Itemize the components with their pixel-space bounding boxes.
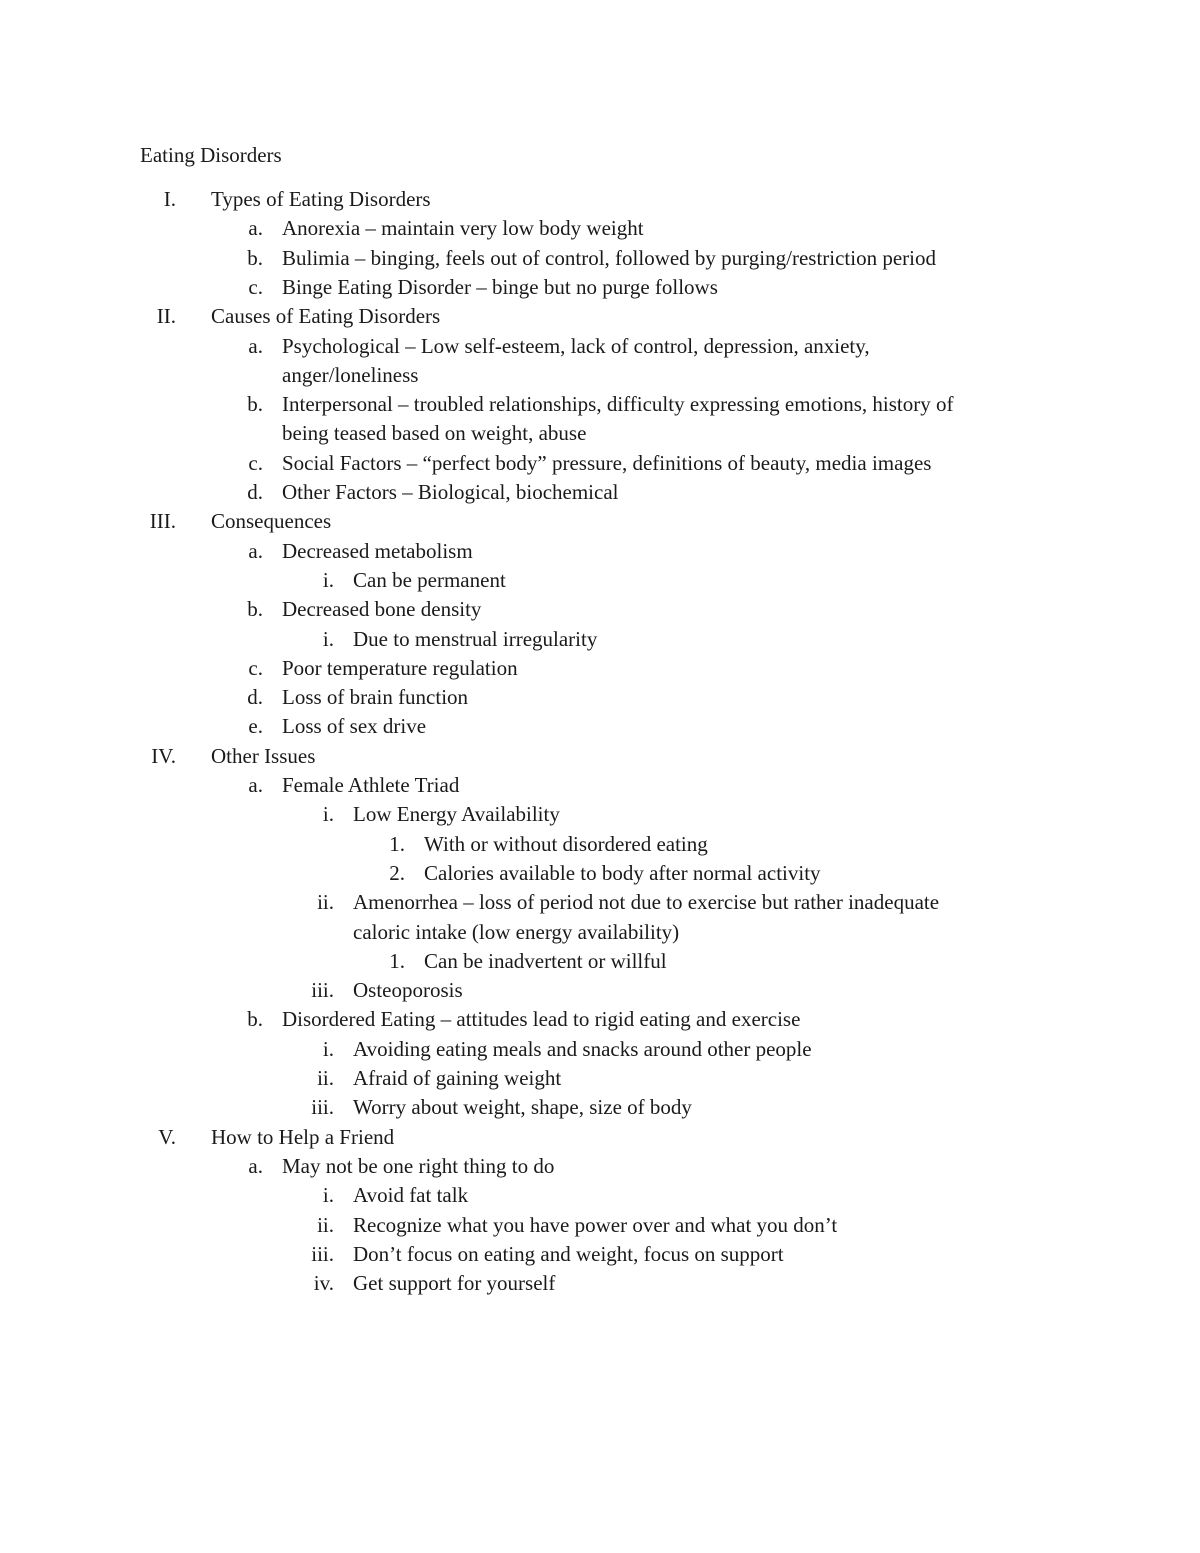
outline-subitem-text: Osteoporosis [353,978,463,1003]
section-heading-marker: III. [149,509,176,534]
section-heading-text: Causes of Eating Disorders [211,304,441,329]
section-heading-text: Types of Eating Disorders [211,187,431,211]
outline-subitem-text: caloric intake (low energy availability) [353,919,680,944]
outline-subsubitem-text: Can be inadvertent or willful [424,948,667,973]
outline-item-marker: a. [248,1153,263,1178]
outline-item-text: Decreased bone density [282,597,482,622]
outline-subitem-text: Avoid fat talk [353,1183,469,1208]
outline-item-marker: b. [247,597,263,622]
outline-subitem-marker: i. [322,1183,334,1208]
outline-item-marker: c. [248,274,263,299]
outline-subitem-marker: i. [322,802,334,827]
outline-item-text: Disordered Eating – attitudes lead to rigid eating and exercise [282,1007,801,1032]
outline-item-marker: c. [248,655,263,680]
outline-subitem-text: Recognize what you have power over and what you don’t [353,1212,838,1237]
section-heading-text: How to Help a Friend [211,1124,395,1149]
outline-subsubitem-marker: 1. [389,948,405,973]
outline-subsubitem-marker: 2. [389,860,405,885]
outline-subsubitem-text: Calories available to body after normal activity [424,860,821,885]
outline-subitem-text: Afraid of gaining weight [353,1066,562,1090]
outline-item-text: Decreased metabolism [282,538,473,563]
outline-subitem-text: Amenorrhea – loss of period not due to exercise but rather inadequate [353,890,940,915]
outline-subitem-marker: ii. [317,890,334,915]
outline-subitem-marker: ii. [317,1066,334,1090]
outline-item-text: Anorexia – maintain very low body weight [282,216,644,241]
outline-item-text: Interpersonal – troubled relationships, difficulty expressing emotions, history of [282,392,954,417]
outline-subitem-text: Due to menstrual irregularity [353,626,598,651]
outline-item-marker: a. [248,216,263,241]
outline-subsubitem-text: With or without disordered eating [424,831,708,856]
outline-subitem-marker: i. [322,567,334,592]
section-heading-marker: I. [163,187,176,211]
outline-item-marker: a. [248,333,263,358]
outline-subitem-marker: i. [322,1036,334,1061]
outline-item-marker: b. [247,392,263,417]
outline-subitem-text: Avoiding eating meals and snacks around other people [353,1036,812,1061]
outline-item-marker: d. [247,480,263,504]
outline-item-marker: d. [247,685,263,710]
outline-subitem-marker: iii. [311,978,334,1003]
outline-subitem-text: Low Energy Availability [353,802,560,827]
section-heading-marker: IV. [151,743,176,768]
outline-item-text: Psychological – Low self-esteem, lack of control, depression, anxiety, [282,333,870,358]
outline-subitem-text: Can be permanent [353,567,506,592]
outline-item-marker: a. [248,773,263,797]
outline-subitem-marker: iii. [311,1095,334,1120]
outline-subitem-text: Get support for yourself [353,1271,556,1296]
section-heading-text: Other Issues [211,743,316,768]
outline-subitem-marker: ii. [317,1212,334,1237]
outline-item-text: Bulimia – binging, feels out of control, followed by purging/restriction period [282,245,937,270]
outline-item-text: being teased based on weight, abuse [282,421,587,446]
outline-subitem-marker: iii. [311,1241,334,1266]
outline-item-text: Social Factors – “perfect body” pressure, definitions of beauty, media images [282,450,932,475]
outline-item-text: Binge Eating Disorder – binge but no purge follows [282,274,718,299]
outline-item-text: Female Athlete Triad [282,773,460,797]
outline-subsubitem-marker: 1. [389,831,405,856]
outline-subitem-text: Worry about weight, shape, size of body [353,1095,692,1120]
outline-item-text: Poor temperature regulation [282,655,518,680]
outline-item-text: anger/loneliness [282,362,419,387]
section-heading-text: Consequences [211,509,332,534]
outline-item-text: Loss of sex drive [282,714,427,739]
outline-item-text: Other Factors – Biological, biochemical [282,480,619,504]
outline-item-text: May not be one right thing to do [282,1153,555,1178]
outline-item-marker: b. [247,245,263,270]
outline-item-marker: e. [248,714,263,739]
outline-item-text: Loss of brain function [282,685,469,710]
outline-subitem-marker: iv. [313,1271,334,1296]
section-heading-marker: V. [158,1124,176,1149]
outline-subitem-text: Don’t focus on eating and weight, focus on support [353,1241,784,1266]
section-heading-marker: II. [156,304,176,329]
document-title: Eating Disorders [140,143,282,167]
outline-item-marker: c. [248,450,263,475]
outline-subitem-marker: i. [322,626,334,651]
outline-item-marker: b. [247,1007,263,1032]
outline-item-marker: a. [248,538,263,563]
